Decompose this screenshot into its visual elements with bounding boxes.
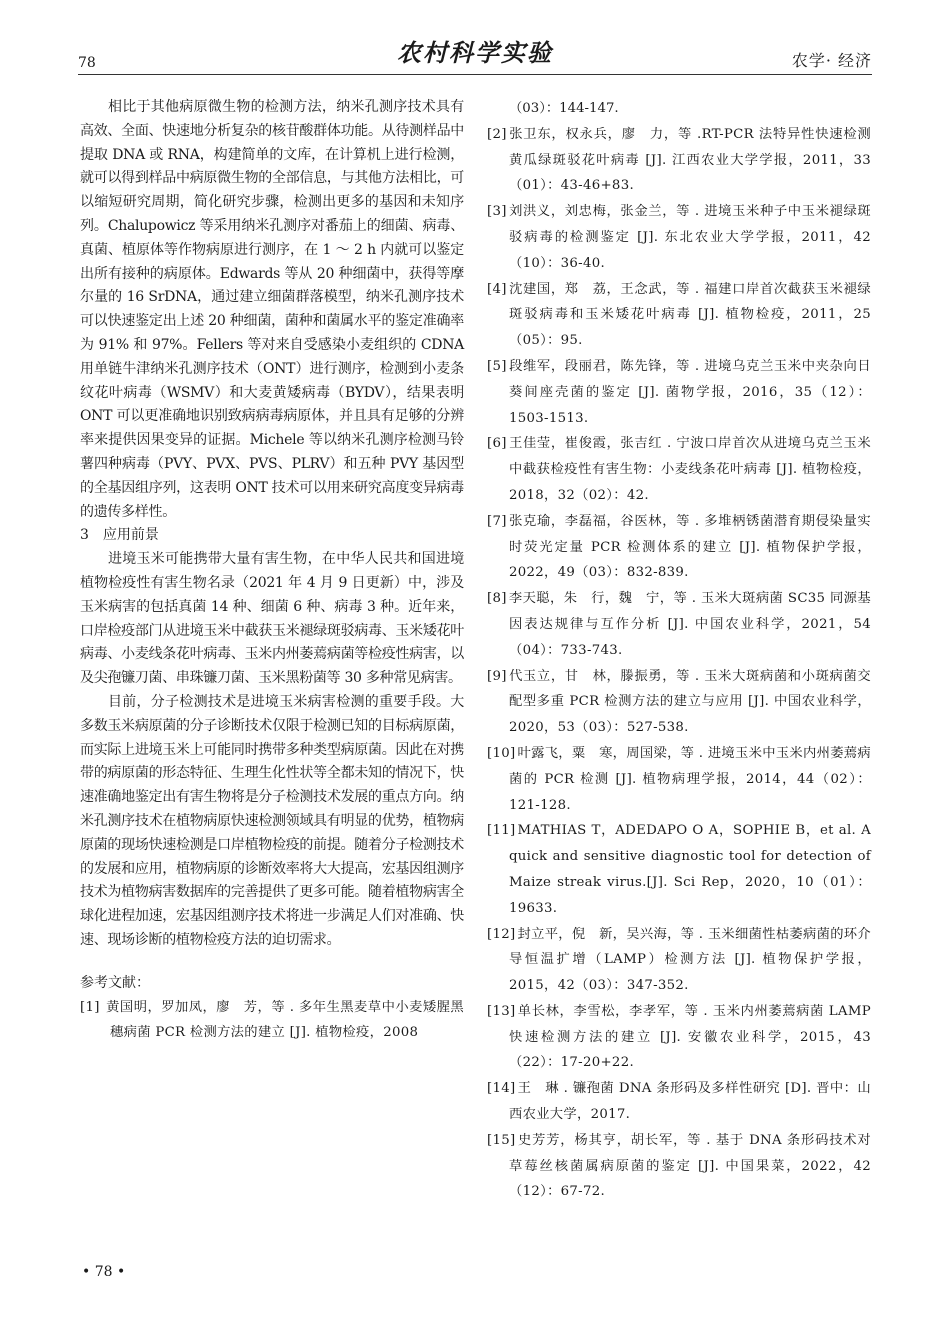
reference-item: [80, 995, 464, 1047]
page-header: [78, 30, 872, 75]
reference-text: 黄国明，罗加凤，廖 芳，等 . 多年生黑麦草中小麦矮腥黑穗病菌 PCR 检测方法的建立 [J]. 植物检疫，2008: [106, 999, 464, 1041]
reference-item: [487, 354, 871, 431]
reference-item: [487, 741, 871, 818]
reference-text: 王佳莹，崔俊霞，张吉红 . 宁波口岸首次从进境乌克兰玉米中截获检疫性有害生物：小麦线条花叶病毒 [J]. 植物检疫，2018，32（02）：42.: [508, 436, 871, 503]
body-paragraph: 进境玉米可能携带大量有害生物，在中华人民共和国进境植物检疫性有害生物名录（2021 年 4 月 9 日更新）中，涉及玉米病害的包括真菌 14 种、细菌 6 种、病毒 3 种。近年来，口岸检疫部门从进境玉米中截获玉米褪绿斑驳病毒、玉米矮花叶病毒、小麦线条花叶病毒、玉米内州萎蔫病菌等检疫性病害，以及尖孢镰刀菌、串珠镰刀菌、玉米黑粉菌等 30 多种常见病害。: [80, 551, 464, 687]
right-column: [487, 96, 871, 1205]
reference-number: [9]: [487, 668, 507, 684]
reference-item: [487, 1076, 871, 1128]
section-label: 农学· 经济: [791, 51, 872, 70]
reference-text: 张卫东，权永兵，廖 力，等 .RT-PCR 法特异性快速检测黄瓜绿斑驳花叶病毒 [J]. 江西农业大学学报，2011，33（01）：43-46+83.: [508, 126, 871, 194]
reference-item: [487, 199, 871, 276]
reference-item: [487, 818, 871, 921]
reference-text: MATHIAS T，ADEDAPO O A，SOPHIE B，et al. A quick and sensitive diagnostic tool for detection of Maize streak virus.[J]. Sci Rep，2020，10（01）：19633.: [509, 823, 871, 916]
reference-item: [487, 999, 871, 1076]
reference-item: [487, 122, 871, 199]
reference-item: [487, 664, 871, 741]
reference-number: [14]: [487, 1081, 516, 1097]
reference-number: [10]: [487, 745, 516, 761]
reference-text: 封立平，倪 新，吴兴海，等 . 玉米细菌性枯萎病菌的环介导恒温扩增（LAMP）检测方法 [J]. 植物保护学报，2015，42（03）：347-352.: [509, 926, 872, 994]
reference-continuation: （03）：144-147.: [509, 101, 619, 116]
reference-number: [3]: [487, 204, 507, 220]
reference-number: [4]: [487, 281, 507, 297]
reference-text: 张克瑜，李磊福，谷医林，等 . 多堆柄锈菌潜育期侵染量实时荧光定量 PCR 检测体系的建立 [J]. 植物保护学报，2022，49（03）：832-839.: [508, 513, 871, 581]
reference-number: [2]: [487, 126, 507, 142]
header-page-number: 78: [78, 55, 96, 71]
body-paragraph: 相比于其他病原微生物的检测方法，纳米孔测序技术具有高效、全面、快速地分析复杂的核苷酸群体功能。从待测样品中提取 DNA 或 RNA，构建简单的文库，在计算机上进行检测，就可以得到样品中病原微生物的全部信息，与其他方法相比，可以缩短研究周期，简化研究步骤，检测出更多的基因和未知序列。Chalupowicz 等采用纳米孔测序对番茄上的细菌、病毒、真菌、植原体等作物病原进行测序，在 1 ～ 2 h 内就可以鉴定出所有接种的病原体。Edwards 等从 20 种细菌中，获得等摩尔量的 16 SrDNA，通过建立细菌群落模型，纳米孔测序技术可以快速鉴定出上述 20 种细菌，菌种和菌属水平的鉴定准确率为 91% 和 97%。Fellers 等对来自受感染小麦组织的 CDNA 用单链牛津纳米孔测序技术（ONT）进行测序，检测到小麦条纹花叶病毒（WSMV）和大麦黄矮病毒（BYDV），结果表明 ONT 可以更准确地识别致病病毒病原体，并且具有足够的分辨率来提供因果变异的证据。Michele 等以纳米孔测序检测马铃薯四种病毒（PVY、PVX、PVS、PLRV）和五种 PVY 基因型的全基因组序列，这表明 ONT 技术可以用来研究高度变异病毒的遗传多样性。: [80, 99, 464, 520]
reference-item: [487, 922, 871, 999]
reference-number: [5]: [487, 358, 507, 374]
section-heading: 3 应用前景: [80, 527, 159, 544]
reference-text: 王 琳 . 镰孢菌 DNA 条形码及多样性研究 [D]. 晋中：山西农业大学，2017.: [509, 1081, 871, 1123]
reference-number: [12]: [487, 926, 516, 942]
reference-number: [7]: [487, 513, 507, 529]
reference-number: [13]: [487, 1003, 516, 1019]
reference-text: 代玉立，甘 林，滕振勇，等 . 玉米大斑病菌和小斑病菌交配型多重 PCR 检测方法的建立与应用 [J]. 中国农业科学，2020，53（03）：527-538.: [508, 668, 871, 736]
reference-number: [15]: [487, 1132, 516, 1148]
reference-number: [1]: [80, 999, 100, 1015]
reference-item: [487, 586, 871, 663]
reference-text: 李天聪，朱 行，魏 宁，等 . 玉米大斑病菌 SC35 同源基因表达规律与互作分析 [J]. 中国农业科学，2021，54（04）：733-743.: [508, 591, 871, 658]
references-title: 参考文献：: [80, 974, 150, 991]
body-paragraph: 目前，分子检测技术是进境玉米病害检测的重要手段。大多数玉米病原菌的分子诊断技术仅限于检测已知的目标病原菌，而实际上进境玉米上可能同时携带多种类型病原菌。因此在对携带的病原菌的形态特征、生理生化性状等全都未知的情况下，快速准确地鉴定出有害生物将是分子检测技术发展的重点方向。纳米孔测序技术在植物病原快速检测领域具有明显的优势，植物病原菌的现场快速检测是口岸植物检疫的前提。随着分子检测技术的发展和应用，植物病原的诊断效率将大大提高，宏基因组测序技术为植物病害数据库的完善提供了更多可能。随着植物病害全球化进程加速，宏基因组测序技术将进一步满足人们对准确、快速、现场诊断的植物检疫方法的迫切需求。: [80, 693, 464, 948]
journal-title: 农村科学实验: [397, 38, 553, 67]
reference-item: [487, 431, 871, 508]
reference-number: [11]: [487, 823, 516, 839]
reference-text: 刘洪义，刘忠梅，张金兰，等 . 进境玉米种子中玉米褪绿斑驳病毒的检测鉴定 [J]. 东北农业大学学报，2011，42（10）：36-40.: [508, 204, 871, 271]
footer-page-number: • 78 •: [82, 1264, 126, 1280]
reference-item: [487, 277, 871, 354]
reference-item: [487, 509, 871, 586]
left-column: [80, 96, 464, 1046]
reference-text: 史芳芳，杨其亨，胡长军，等 . 基于 DNA 条形码技术对草莓丝核菌属病原菌的鉴定 [J]. 中国果菜，2022，42（12）：67-72.: [509, 1132, 871, 1200]
reference-text: 段维军，段丽君，陈先锋，等 . 进境乌克兰玉米中夹杂向日葵间座壳菌的鉴定 [J]. 菌物学报，2016，35（12）：1503-1513.: [508, 358, 871, 426]
reference-number: [6]: [487, 436, 507, 452]
reference-text: 单长林，李雪松，李孝军，等 . 玉米内州萎蔫病菌 LAMP 快速检测方法的建立 [J]. 安徽农业科学，2015，43（22）：17-20+22.: [509, 1003, 871, 1071]
reference-item: [487, 1128, 871, 1205]
reference-number: [8]: [487, 591, 507, 607]
reference-text: 沈建国，郑 荔，王念武，等 . 福建口岸首次截获玉米褪绿斑驳病毒和玉米矮花叶病毒 [J]. 植物检疫，2011，25（05）：95.: [508, 281, 871, 349]
reference-text: 叶露飞，粟 寒，周国梁，等 . 进境玉米中玉米内州萎蔫病菌的 PCR 检测 [J]. 植物病理学报，2014，44（02）：121-128.: [509, 745, 872, 813]
